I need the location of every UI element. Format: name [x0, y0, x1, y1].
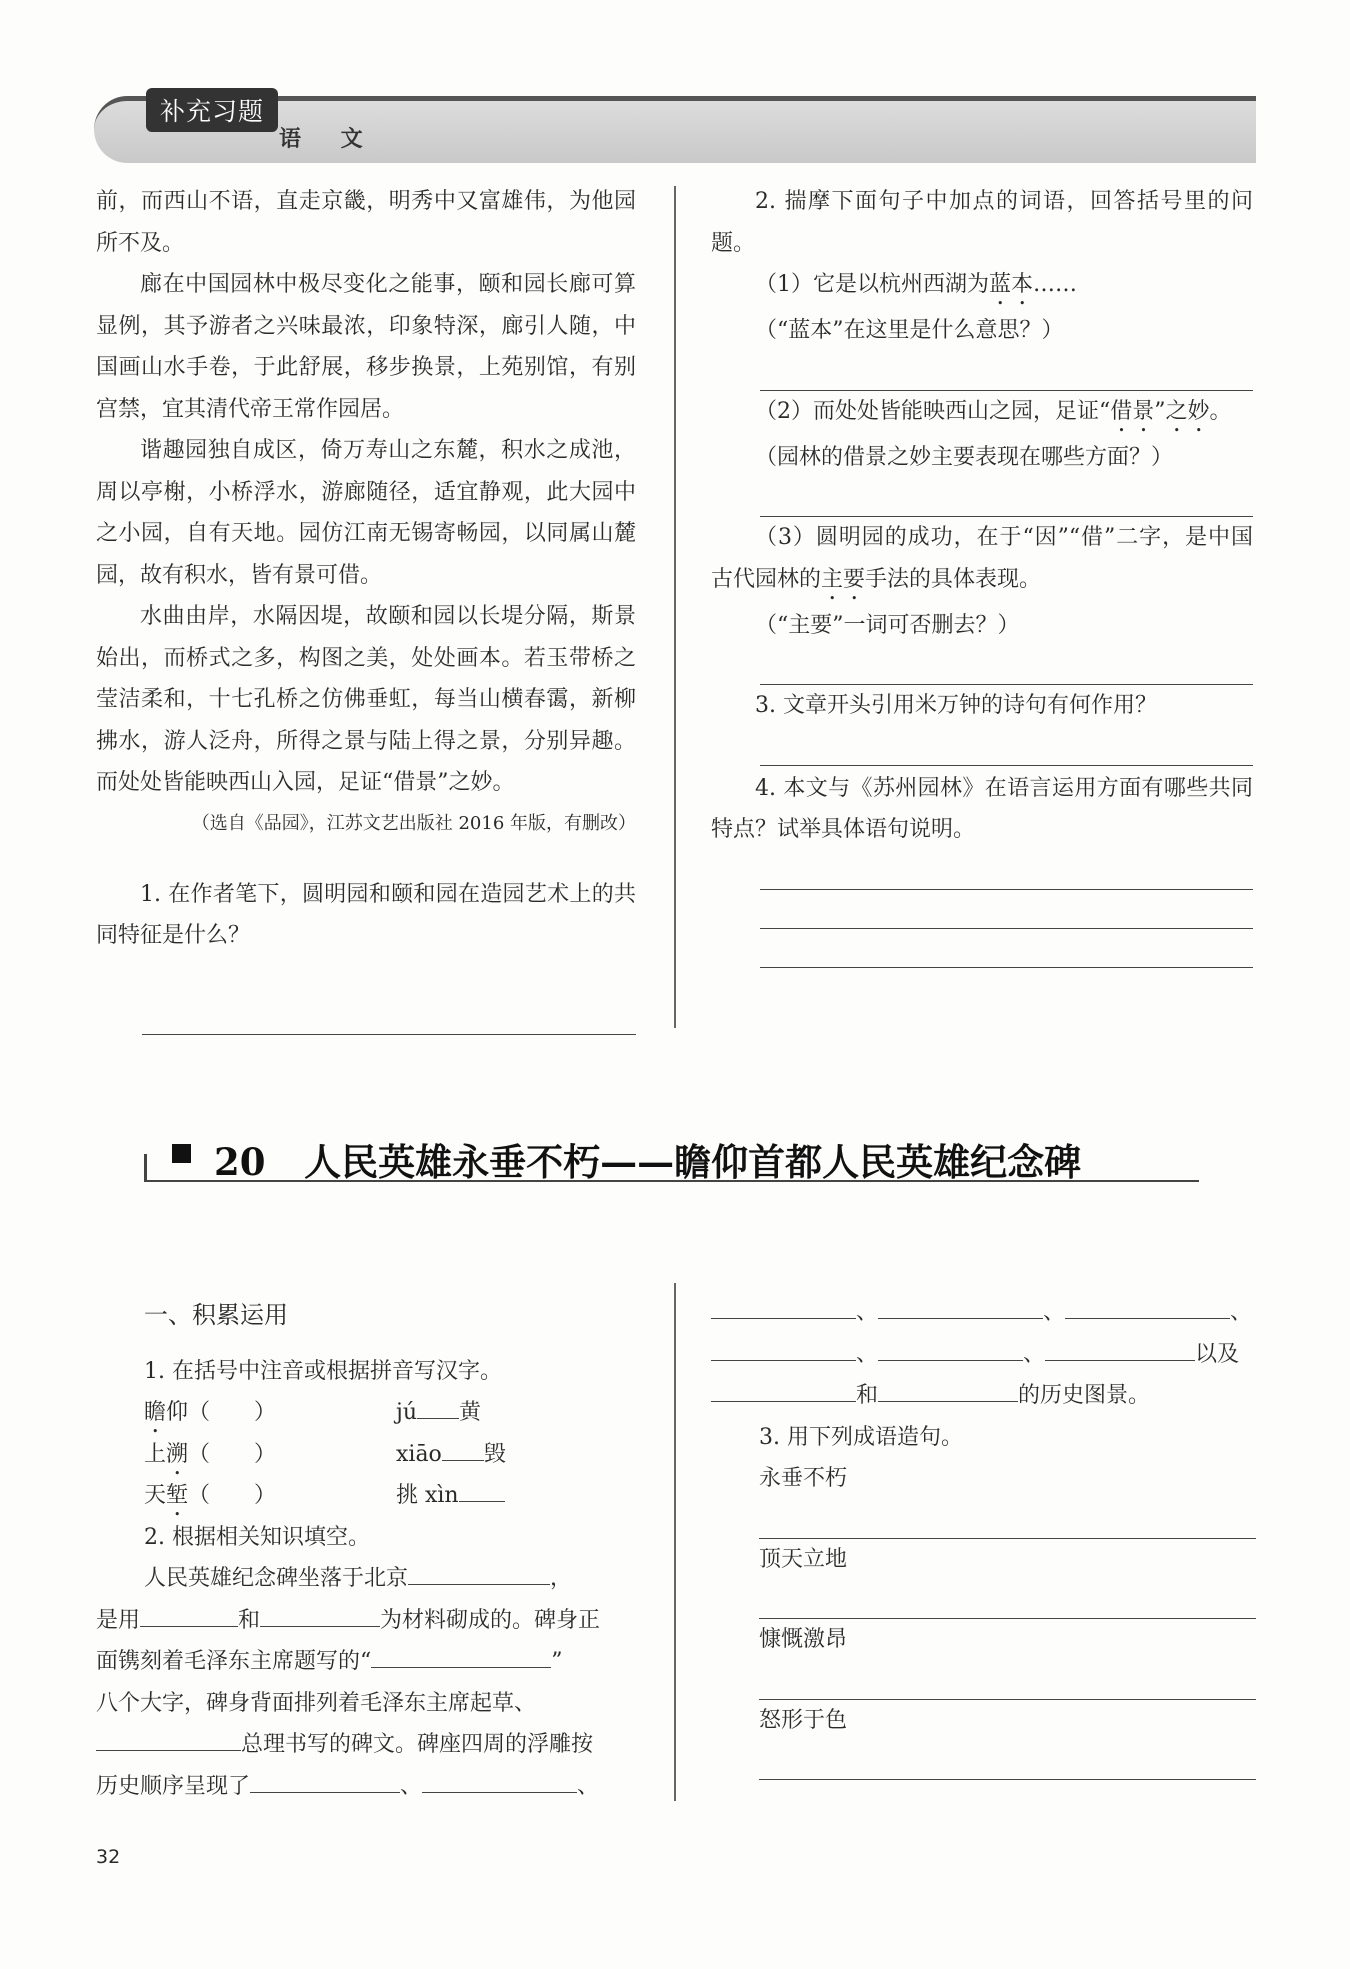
- fill-text: 、 、 以及: [711, 1334, 1256, 1376]
- fill-blank[interactable]: [260, 1602, 380, 1627]
- question-2-3: （3）圆明园的成功，在于“因”“借”二字，是中国古代园林的主要手法的具体表现。: [711, 525, 1253, 592]
- passage-paragraph: 廊在中国园林中极尽变化之能事，颐和园长廊可算显例，其予游者之兴味最浓，印象特深，廊引人随，中国画山水手卷，于此舒展，移步换景，上苑别馆，有别宫禁，宜其清代帝王常作园居。: [96, 272, 636, 422]
- answer-line[interactable]: [760, 929, 1253, 968]
- exercise-left: [96, 1295, 641, 1807]
- fill-text: 面镌刻着毛泽东主席题写的“ ”: [96, 1641, 641, 1683]
- fill-blank[interactable]: [408, 1560, 550, 1585]
- fill-blank[interactable]: [250, 1768, 400, 1793]
- answer-line[interactable]: [760, 352, 1253, 391]
- pinyin-row: 上溯（ ） xiāo 毁: [96, 1434, 641, 1476]
- fill-blank[interactable]: [711, 1294, 856, 1319]
- fill-blank[interactable]: [711, 1377, 856, 1402]
- passage-paragraph: 水曲由岸，水隔因堤，故颐和园以长堤分隔，斯景始出，而桥式之多，构图之美，处处画本。若玉带桥之莹洁柔和，十七孔桥之仿佛垂虹，每当山横春霭，新柳拂水，游人泛舟，所得之景与陆上得之景，分别异趣。而处处皆能映西山入园，足证“借景”之妙。: [96, 604, 636, 795]
- question-2-1-prompt: （“蓝本”在这里是什么意思？）: [755, 318, 1064, 343]
- idiom-label: 永垂不朽: [759, 1466, 848, 1491]
- fill-blank[interactable]: [878, 1377, 1018, 1402]
- fill-blank[interactable]: [1065, 1294, 1230, 1319]
- question-2-1: （1）它是以杭州西湖为蓝本……: [755, 272, 1078, 297]
- fill-text: 八个大字，碑身背面排列着毛泽东主席起草、: [96, 1690, 537, 1716]
- fill-blank[interactable]: [878, 1294, 1043, 1319]
- column-divider: [674, 186, 676, 1028]
- fill-blank[interactable]: [442, 1436, 484, 1461]
- header-tab: 补充习题: [146, 88, 278, 132]
- fill-blank[interactable]: [878, 1336, 1023, 1361]
- question-4: 4. 本文与《苏州园林》在语言运用方面有哪些共同特点？试举具体语句说明。: [711, 775, 1253, 842]
- heading-bracket: [144, 1154, 147, 1180]
- fill-blank[interactable]: [140, 1602, 238, 1627]
- questions-right: [711, 181, 1253, 968]
- page-header: [86, 88, 1256, 158]
- header-subject: 语 文: [279, 126, 379, 152]
- question-3: 3. 用下列成语造句。: [759, 1424, 963, 1450]
- answer-line[interactable]: [760, 727, 1253, 766]
- fill-blank[interactable]: [1045, 1336, 1195, 1361]
- answer-line[interactable]: [759, 1741, 1256, 1780]
- fill-text: 是用 和 为材料砌成的。碑身正: [96, 1600, 641, 1642]
- idiom-label: 慷慨激昂: [759, 1627, 848, 1652]
- answer-line[interactable]: [760, 851, 1253, 890]
- question-2: 2. 揣摩下面句子中加点的词语，回答括号里的问题。: [711, 189, 1253, 256]
- fill-text: 和 的历史图景。: [711, 1375, 1256, 1417]
- question-2-2-prompt: （园林的借景之妙主要表现在哪些方面？）: [755, 444, 1174, 470]
- question-2-2: （2）而处处皆能映西山之园，足证“借景”之妙。: [755, 398, 1232, 424]
- answer-line[interactable]: [759, 1661, 1256, 1700]
- question-1: 1. 在作者笔下，圆明园和颐和园在造园艺术上的共同特征是什么？: [96, 881, 636, 948]
- question-3: 3. 文章开头引用米万钟的诗句有何作用？: [755, 693, 1157, 718]
- pinyin-row: 天堑（ ） 挑 xìn: [96, 1475, 641, 1517]
- fill-blank[interactable]: [459, 1477, 505, 1502]
- reading-passage: [96, 181, 636, 957]
- pinyin-row: 瞻仰（ ） jú 黄: [96, 1392, 641, 1434]
- passage-source: （选自《品园》，江苏文艺出版社 2016 年版，有删改）: [191, 812, 636, 834]
- fill-blank[interactable]: [96, 1726, 241, 1751]
- question-2-3-prompt: （“主要”一词可否删去？）: [755, 612, 1020, 638]
- fill-text: 总理书写的碑文。碑座四周的浮雕按: [96, 1724, 641, 1766]
- heading-square-icon: [172, 1144, 191, 1163]
- section-heading: 一、积累运用: [144, 1301, 288, 1329]
- lesson-title: 20 人民英雄永垂不朽——瞻仰首都人民英雄纪念碑: [214, 1140, 1082, 1184]
- answer-line[interactable]: [759, 1580, 1256, 1619]
- page-number: 32: [96, 1846, 121, 1868]
- lesson-heading: [144, 1124, 1199, 1182]
- fill-text: 、 、 、: [711, 1292, 1256, 1334]
- answer-line[interactable]: [760, 890, 1253, 929]
- fill-blank[interactable]: [371, 1643, 551, 1668]
- idiom-label: 怒形于色: [759, 1707, 848, 1733]
- idiom-label: 顶天立地: [759, 1546, 848, 1572]
- fill-blank[interactable]: [422, 1768, 577, 1793]
- passage-paragraph: 谐趣园独自成区，倚万寿山之东麓，积水之成池，周以亭榭，小桥浮水，游廊随径，适宜静观，此大园中之小园，自有天地。园仿江南无锡寄畅园，以同属山麓园，故有积水，皆有景可借。: [96, 438, 636, 588]
- exercise-right: [711, 1292, 1256, 1780]
- answer-line[interactable]: [760, 478, 1253, 517]
- answer-line[interactable]: [760, 646, 1253, 685]
- fill-blank[interactable]: [711, 1336, 856, 1361]
- passage-paragraph: 前，而西山不语，直走京畿，明秀中又富雄伟，为他园所不及。: [96, 189, 636, 256]
- answer-line[interactable]: [142, 1000, 636, 1035]
- column-divider: [674, 1283, 676, 1801]
- fill-text: 历史顺序呈现了 、 、: [96, 1766, 641, 1808]
- fill-text: 人民英雄纪念碑坐落于北京 ，: [96, 1558, 641, 1600]
- question-1: 1. 在括号中注音或根据拼音写汉字。: [144, 1358, 502, 1384]
- fill-blank[interactable]: [417, 1394, 459, 1419]
- answer-line[interactable]: [759, 1500, 1256, 1539]
- question-2: 2. 根据相关知识填空。: [144, 1524, 370, 1550]
